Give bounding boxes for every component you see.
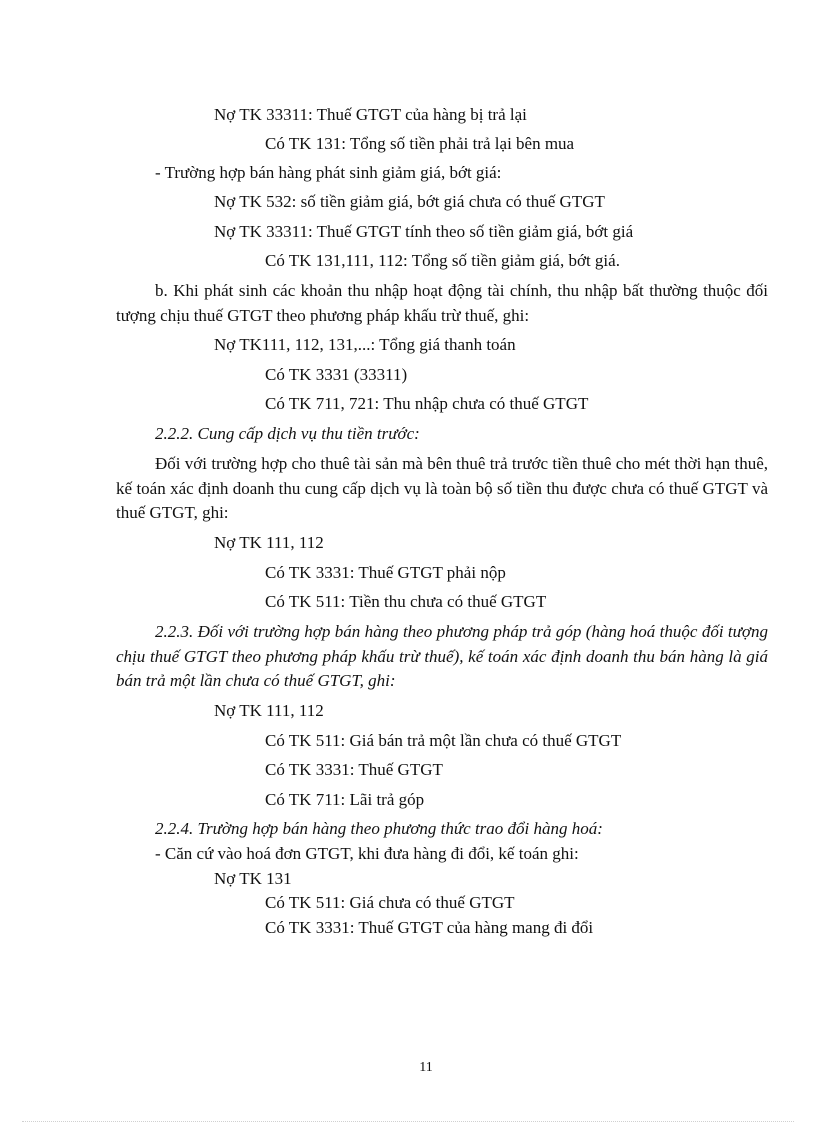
entry-debit-111-112-131: Nợ TK111, 112, 131,...: Tổng giá thanh toán bbox=[214, 335, 516, 354]
entry-credit-511-revenue: Có TK 511: Tiền thu chưa có thuế GTGT bbox=[265, 592, 547, 611]
section-heading-2-2-3: 2.2.3. Đối với trường hợp bán hàng theo phương pháp trả góp (hàng hoá thuộc đối tượng chịu thuế GTGT theo phương pháp khấu trừ thuế), kế toán xác định doanh thu bán hàng là giá bán trả một lần chưa có thuế GTGT, ghi: bbox=[116, 622, 768, 690]
case-discount-heading: - Trường hợp bán hàng phát sinh giảm giá, bớt giá: bbox=[155, 163, 502, 182]
entry-credit-711-721: Có TK 711, 721: Thu nhập chưa có thuế GTGT bbox=[265, 394, 589, 413]
section-heading-2-2-4: 2.2.4. Trường hợp bán hàng theo phương thức trao đổi hàng hoá: bbox=[155, 819, 603, 838]
entry-credit-3331-barter: Có TK 3331: Thuế GTGT của hàng mang đi đổi bbox=[265, 918, 594, 937]
entry-credit-711-interest: Có TK 711: Lãi trả góp bbox=[265, 790, 425, 809]
entry-credit-131-refund: Có TK 131: Tổng số tiền phải trả lại bên mua bbox=[265, 134, 575, 153]
entry-debit-33311-discount: Nợ TK 33311: Thuế GTGT tính theo số tiền giảm giá, bớt giá bbox=[214, 222, 634, 241]
page-bottom-border bbox=[22, 1121, 794, 1122]
section-heading-2-2-2: 2.2.2. Cung cấp dịch vụ thu tiền trước: bbox=[155, 424, 420, 443]
entry-debit-532: Nợ TK 532: số tiền giảm giá, bớt giá chưa có thuế GTGT bbox=[214, 192, 605, 211]
entry-credit-3331-vat: Có TK 3331: Thuế GTGT bbox=[265, 760, 443, 779]
paragraph-prepaid-service: Đối với trường hợp cho thuê tài sản mà bên thuê trả trước tiền thuê cho mét thời hạn thuê, kế toán xác định doanh thu cung cấp dịch vụ là toàn bộ số tiền thu được chưa có thuế GTGT và thuế GTGT, ghi: bbox=[116, 454, 768, 522]
entry-credit-511-installment: Có TK 511: Giá bán trả một lần chưa có thuế GTGT bbox=[265, 731, 622, 750]
entry-credit-3331-payable: Có TK 3331: Thuế GTGT phải nộp bbox=[265, 563, 506, 582]
page-number: 11 bbox=[419, 1060, 433, 1075]
entry-credit-131-111-112: Có TK 131,111, 112: Tổng số tiền giảm giá, bớt giá. bbox=[265, 251, 620, 270]
entry-credit-3331-33311: Có TK 3331 (33311) bbox=[265, 365, 408, 384]
entry-debit-111-112-a: Nợ TK 111, 112 bbox=[214, 533, 324, 552]
barter-invoice-note: - Căn cứ vào hoá đơn GTGT, khi đưa hàng đi đổi, kế toán ghi: bbox=[155, 844, 579, 863]
entry-credit-511-barter: Có TK 511: Giá chưa có thuế GTGT bbox=[265, 893, 515, 912]
entry-debit-111-112-b: Nợ TK 111, 112 bbox=[214, 701, 324, 720]
entry-debit-131: Nợ TK 131 bbox=[214, 869, 292, 888]
paragraph-b-financial-income: b. Khi phát sinh các khoản thu nhập hoạt động tài chính, thu nhập bất thường thuộc đối tượng chịu thuế GTGT theo phương pháp khấu trừ thuế, ghi: bbox=[116, 281, 768, 325]
entry-debit-33311-returned: Nợ TK 33311: Thuế GTGT của hàng bị trả lại bbox=[214, 105, 527, 124]
